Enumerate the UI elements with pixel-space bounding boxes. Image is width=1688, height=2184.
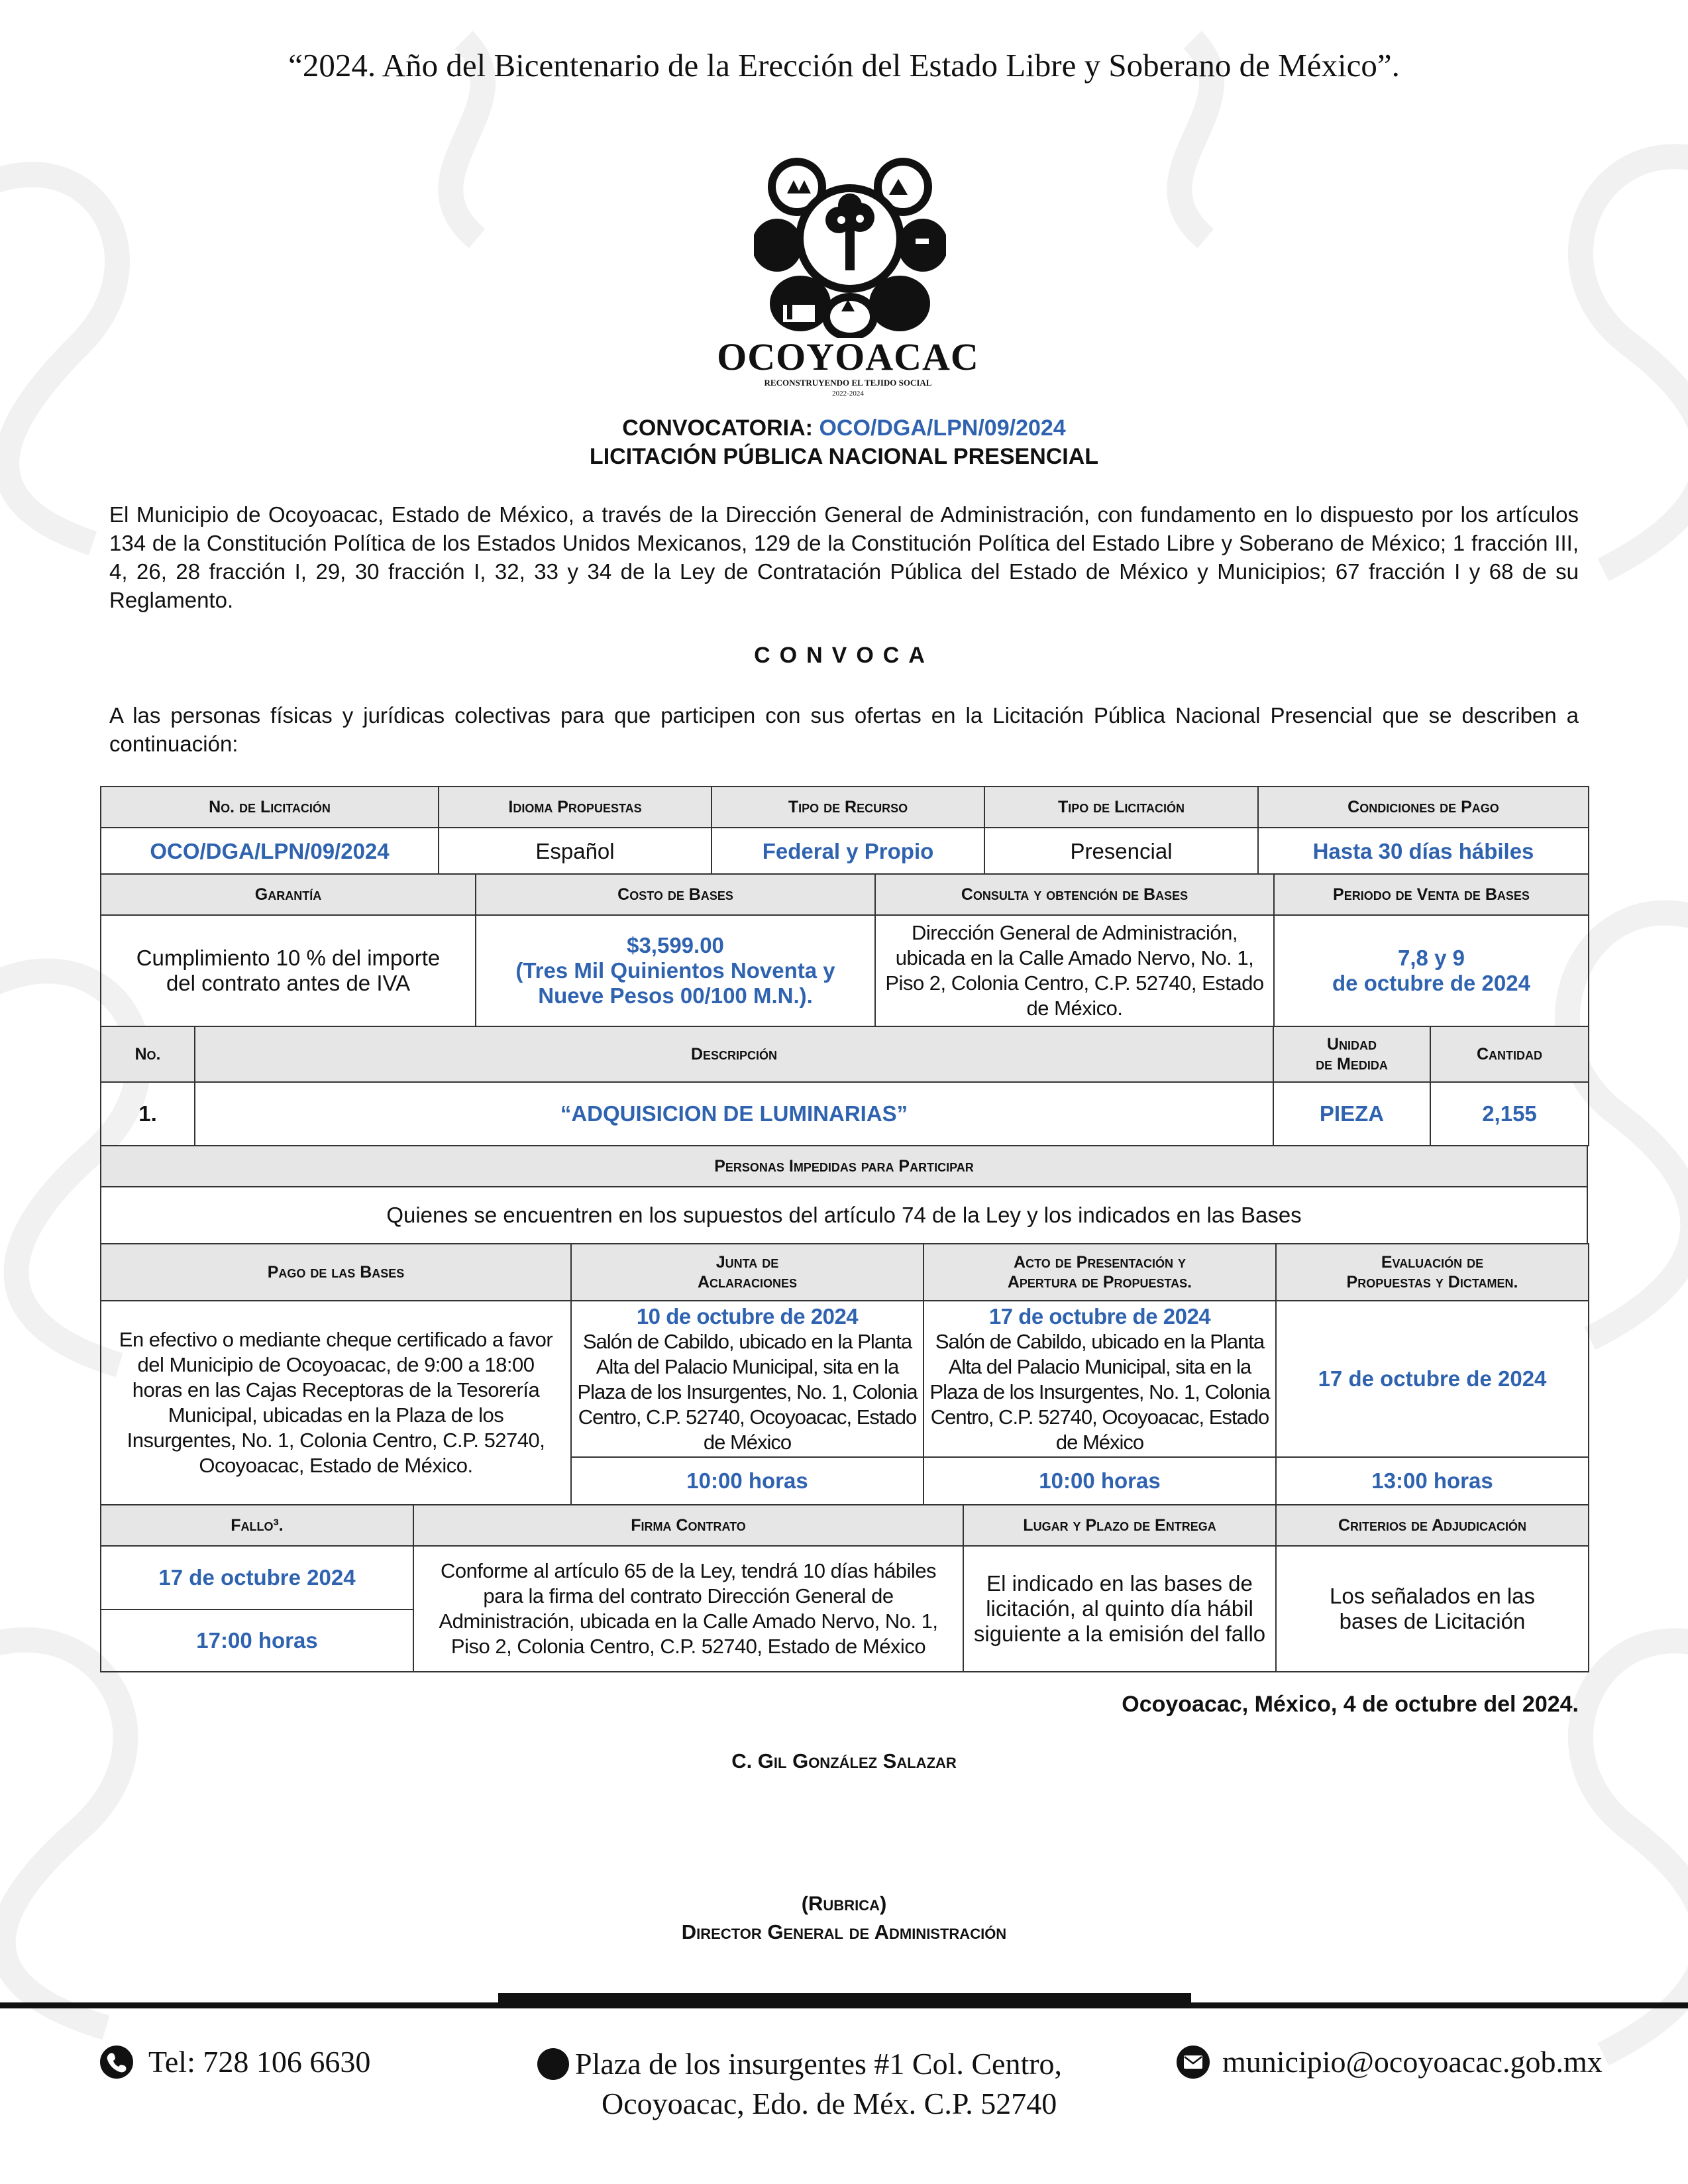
phone-icon xyxy=(99,2045,134,2079)
convocatoria-title xyxy=(0,415,1688,441)
signer-name: C. Gil González Salazar xyxy=(731,1749,957,1773)
header-idioma: Idioma Propuestas xyxy=(439,787,712,828)
value-criterios: Los señalados en las bases de Licitación xyxy=(1276,1546,1589,1672)
value-junta xyxy=(571,1301,923,1457)
value-fallo-time: 17:00 horas xyxy=(101,1610,413,1672)
value-acto xyxy=(923,1301,1276,1457)
year-header: “2024. Año del Bicentenario de la Erección del Estado Libre y Soberano de México”. xyxy=(288,47,1400,83)
value-eval-time: 13:00 horas xyxy=(1276,1457,1589,1505)
footer-address-line-2: Ocoyoacac, Edo. de Méx. C.P. 52740 xyxy=(602,2087,1057,2120)
convocatoria-subtitle: LICITACIÓN PÚBLICA NACIONAL PRESENCIAL xyxy=(589,444,1099,469)
header-pago-bases: Pago de las Bases xyxy=(101,1244,571,1301)
table-bases xyxy=(100,873,1589,1027)
location-dot-icon xyxy=(537,2048,570,2081)
value-acto-time: 10:00 horas xyxy=(923,1457,1276,1505)
value-condiciones-pago: Hasta 30 días hábiles xyxy=(1258,828,1589,875)
footer-tel-text: Tel: 728 106 6630 xyxy=(148,2045,371,2079)
invite-paragraph: A las personas físicas y jurídicas colectivas para que participen con sus ofertas en la Licitación Pública Nacional Presencial que se describen a continuación: xyxy=(109,703,1579,756)
rubrica-label: (Rubrica) xyxy=(801,1892,887,1915)
value-costo-bases xyxy=(476,915,875,1026)
convoca-heading: CONVOCA xyxy=(754,643,934,668)
value-tipo-recurso: Federal y Propio xyxy=(712,828,984,875)
value-junta-time: 10:00 horas xyxy=(571,1457,923,1505)
ocoyoacac-logo-emblem xyxy=(754,146,946,338)
junta-header-line-1: Junta de xyxy=(715,1253,779,1272)
acto-place: Salón de Cabildo, ubicado en la Planta Alta del Palacio Municipal, sita en la Plaza de los Insurgentes, No. 1, Colonia Centro, C.P. 52740, Ocoyoacac, Estado de México xyxy=(929,1330,1270,1454)
footer-divider xyxy=(0,2002,1688,2008)
footer-email-text[interactable]: municipio@ocoyoacac.gob.mx xyxy=(1222,2045,1603,2079)
value-garantia: Cumplimiento 10 % del importe del contrato antes de IVA xyxy=(101,915,476,1026)
header-firma-contrato: Firma Contrato xyxy=(413,1505,963,1546)
eval-header-line-1: Evaluación de xyxy=(1381,1253,1484,1272)
header-descripcion: Descripción xyxy=(195,1026,1273,1082)
table-general-info xyxy=(100,786,1589,876)
header-junta-aclaraciones xyxy=(571,1244,923,1301)
value-periodo-venta xyxy=(1274,915,1589,1026)
intro-paragraph: El Municipio de Ocoyoacac, Estado de México, a través de la Dirección General de Administración, con fundamento en lo dispuesto por los artículos 134 de la Constitución Política de los Estados Unidos Mexicanos, 129 de la Constitución Política del Estado Libre y Soberano de México; 1 fracción III, 4, 26, 28 fracción I, 29, 30 fracción I, 32, 33 y 34 de la Ley de Contratación Pública del Estado de México y Municipios; 67 fracción I y 68 de su Reglamento. xyxy=(109,502,1579,612)
footer-address xyxy=(537,2044,1062,2124)
value-cantidad: 2,155 xyxy=(1430,1082,1589,1146)
value-consulta-bases: Dirección General de Administración, ubicada en la Calle Amado Nervo, No. 1, Piso 2, Colonia Centro, C.P. 52740, Estado de México. xyxy=(875,915,1274,1026)
logo-tagline: RECONSTRUYENDO EL TEJIDO SOCIAL xyxy=(764,378,932,388)
value-fallo-date: 17 de octubre 2024 xyxy=(101,1546,413,1610)
value-row-no: 1. xyxy=(101,1082,195,1146)
header-evaluacion xyxy=(1276,1244,1589,1301)
eval-header-line-2: Propuestas y Dictamen. xyxy=(1346,1273,1518,1291)
acto-header-line-1: Acto de Presentación y xyxy=(1014,1253,1186,1272)
value-tipo-licitacion: Presencial xyxy=(984,828,1258,875)
footer-address-line-1: Plaza de los insurgentes #1 Col. Centro, xyxy=(575,2047,1063,2081)
value-pago-bases: En efectivo o mediante cheque certificado a favor del Municipio de Ocoyoacac, de 9:00 a 18:00 horas en las Cajas Receptoras de la Tesorería Municipal, ubicadas en la Plaza de los Insurgentes, No. 1, Colonia Centro, C.P. 52740, Ocoyoacac, Estado de México. xyxy=(101,1301,571,1505)
value-firma-contrato: Conforme al artículo 65 de la Ley, tendrá 10 días hábiles para la firma del contrato Dirección General de Administración, ubicada en la Calle Amado Nervo, No. 1, Piso 2, Colonia Centro, C.P. 52740, Estado de México xyxy=(413,1546,963,1672)
costo-words: (Tres Mil Quinientos Noventa y Nueve Pesos 00/100 M.N.). xyxy=(515,958,835,1008)
junta-date: 10 de octubre de 2024 xyxy=(636,1304,859,1329)
header-fallo: Fallo³. xyxy=(101,1505,413,1546)
periodo-line-1: 7,8 y 9 xyxy=(1398,946,1465,970)
header-no: No. xyxy=(101,1026,195,1082)
footer-email xyxy=(1176,2044,1603,2079)
table-description xyxy=(100,1026,1589,1146)
junta-place: Salón de Cabildo, ubicado en la Planta Alta del Palacio Municipal, sita en la Plaza de los Insurgentes, No. 1, Colonia Centro, C.P. 52740, Ocoyoacac, Estado de México xyxy=(577,1330,918,1454)
costo-amount: $3,599.00 xyxy=(627,933,724,957)
value-lugar-entrega: El indicado en las bases de licitación, al quinto día hábil siguiente a la emisión del fallo xyxy=(963,1546,1276,1672)
value-eval-date: 17 de octubre de 2024 xyxy=(1276,1301,1589,1457)
logo-wordmark: OCOYOACAC xyxy=(717,335,979,378)
header-condiciones-pago: Condiciones de Pago xyxy=(1258,787,1589,828)
header-personas-impedidas: Personas Impedidas para Participar xyxy=(101,1146,1587,1187)
header-acto-presentacion xyxy=(923,1244,1276,1301)
email-icon xyxy=(1176,2045,1210,2079)
header-costo-bases: Costo de Bases xyxy=(476,874,875,915)
value-personas-impedidas: Quienes se encuentren en los supuestos del artículo 74 de la Ley y los indicados en las Bases xyxy=(101,1187,1587,1244)
header-tipo-licitacion: Tipo de Licitación xyxy=(984,787,1258,828)
value-descripcion: “ADQUISICION DE LUMINARIAS” xyxy=(195,1082,1273,1146)
header-lugar-entrega: Lugar y Plazo de Entrega xyxy=(963,1505,1276,1546)
unidad-line-1: Unidad xyxy=(1326,1035,1377,1054)
value-unidad: PIEZA xyxy=(1273,1082,1430,1146)
value-no-licitacion: OCO/DGA/LPN/09/2024 xyxy=(101,828,439,875)
periodo-line-2: de octubre de 2024 xyxy=(1332,971,1530,995)
logo-years: 2022-2024 xyxy=(832,390,864,398)
value-idioma: Español xyxy=(439,828,712,875)
table-calendario xyxy=(100,1243,1589,1505)
header-periodo-venta: Periodo de Venta de Bases xyxy=(1274,874,1589,915)
header-garantia: Garantía xyxy=(101,874,476,915)
convocatoria-code: OCO/DGA/LPN/09/2024 xyxy=(819,415,1066,441)
acto-header-line-2: Apertura de Propuestas. xyxy=(1007,1273,1192,1291)
header-unidad-medida xyxy=(1273,1026,1430,1082)
place-date: Ocoyoacac, México, 4 de octubre del 2024. xyxy=(1122,1692,1579,1717)
header-no-licitacion: No. de Licitación xyxy=(101,787,439,828)
header-cantidad: Cantidad xyxy=(1430,1026,1589,1082)
footer-phone xyxy=(99,2044,370,2079)
header-criterios: Criterios de Adjudicación xyxy=(1276,1505,1589,1546)
convocatoria-label: CONVOCATORIA: xyxy=(622,415,814,441)
header-consulta-bases: Consulta y obtención de Bases xyxy=(875,874,1274,915)
header-tipo-recurso: Tipo de Recurso xyxy=(712,787,984,828)
signer-title: Director General de Administración xyxy=(681,1920,1007,1943)
table-fallo xyxy=(100,1504,1589,1672)
junta-header-line-2: Aclaraciones xyxy=(697,1273,798,1291)
acto-date: 17 de octubre de 2024 xyxy=(988,1304,1211,1329)
unidad-line-2: de Medida xyxy=(1316,1055,1388,1073)
table-personas-impedidas xyxy=(100,1145,1588,1244)
